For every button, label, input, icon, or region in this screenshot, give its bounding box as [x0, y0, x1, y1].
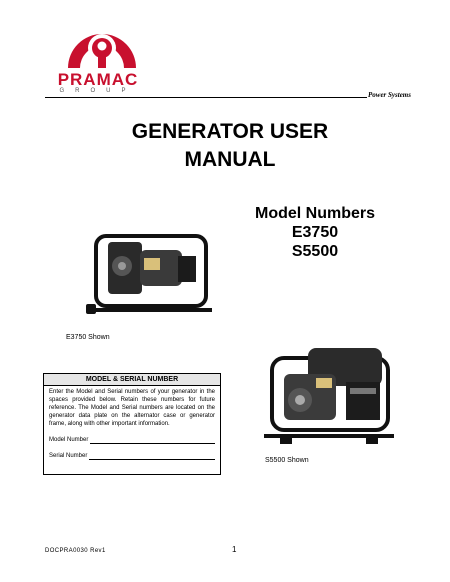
generator-e3750-image [78, 218, 218, 323]
serial-number-box [43, 373, 221, 475]
model-number-line[interactable] [90, 436, 215, 444]
serial-box-heading: MODEL & SERIAL NUMBER [44, 374, 220, 386]
model-numbers-heading: Model Numbers [254, 205, 375, 222]
serial-box-instructions: Enter the Model and Serial numbers of your generator in the spaces provided below. Retain these numbers for future reference. The Model and Serial numbers are located on the generator data plate on the alternator case or generator frame, along with other important information. [49, 389, 215, 427]
header-rule [45, 97, 367, 98]
model-number-field[interactable] [49, 436, 215, 444]
brand-group: GROUP [59, 88, 137, 94]
model-number-label: Model Number [49, 437, 89, 443]
model-number-e3750: E3750 [291, 224, 339, 241]
serial-number-field[interactable] [49, 452, 215, 460]
document-title [80, 118, 380, 174]
generator-s5500-image [258, 338, 398, 448]
serial-number-line[interactable] [89, 452, 215, 460]
tagline: Power Systems [368, 91, 411, 99]
model-number-s5500: S5500 [291, 243, 339, 260]
s5500-caption: S5500 Shown [265, 457, 309, 464]
brand-name: PRAMAC [57, 70, 139, 89]
page-number: 1 [232, 545, 237, 554]
e3750-caption: E3750 Shown [66, 334, 110, 341]
pramac-logo-icon [58, 22, 146, 70]
model-numbers [244, 204, 386, 261]
serial-box-body [44, 386, 220, 462]
title-line-1: GENERATOR USER [131, 120, 329, 143]
serial-number-label: Serial Number [49, 453, 88, 459]
title-line-2: MANUAL [184, 148, 276, 171]
document-code: DOCPRA0030 Rev1 [45, 548, 106, 554]
